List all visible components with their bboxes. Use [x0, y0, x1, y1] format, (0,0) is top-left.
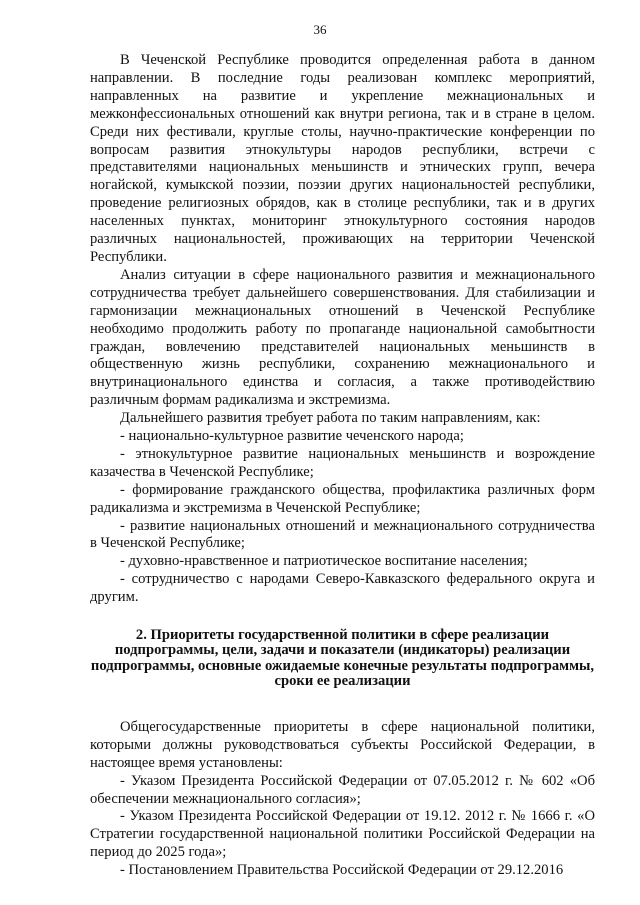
- list-item-decree-602: - Указом Президента Российской Федерации от 07.05.2012 г. № 602 «Об обеспечении межнационального согласия»;: [90, 772, 595, 807]
- list-item-direction-1: - национально-культурное развитие чеченского народа;: [120, 428, 464, 445]
- list-item-government-resolution: - Постановлением Правительства Российской Федерации от 29.12.2016: [120, 862, 564, 879]
- page-number: 36: [313, 22, 327, 37]
- section-heading: 2. Приоритеты государственной политики в сфере реализации подпрограммы, цели, задачи и показатели (индикаторы) реализации подпрограммы, основные ожидаемые конечные результаты подпрограммы, сроки ее реализации: [90, 627, 595, 689]
- paragraph-intro: В Чеченской Республике проводится определенная работа в данном направлении. В последние годы реализован комплекс мероприятий, направленных на развитие и укрепление межнациональных и межконфессиональных отношений как внутри региона, так и в стране в целом. Среди них фестивали, круглые столы, научно-практические конференции по вопросам развития этнокультуры народов республики, встречи с представителями национальных меньшинств и этнических групп, вечера ногайской, кумыкской поэзии, поэзии других национальностей республики, проведение религиозных обрядов, как в столице республики, так и в других населенных пунктах, мониторинг этнокультурного состояния народов различных национальностей, проживающих на территории Чеченской Республики.: [90, 52, 595, 265]
- list-item-direction-4: - развитие национальных отношений и межнационального сотрудничества в Чеченской Республике;: [90, 517, 595, 552]
- page-body: [90, 52, 595, 880]
- list-item-direction-2: - этнокультурное развитие национальных меньшинств и возрождение казачества в Чеченской Республике;: [90, 445, 595, 480]
- list-item-direction-6: - сотрудничество с народами Северо-Кавказского федерального округа и другим.: [90, 571, 595, 606]
- paragraph-priorities-lead: Общегосударственные приоритеты в сфере национальной политики, которыми должны руководствоваться субъекты Российской Федерации, в настоящее время установлены:: [90, 718, 595, 771]
- list-item-direction-3: - формирование гражданского общества, профилактика различных форм радикализма и экстремизма в Чеченской Республике;: [90, 481, 595, 516]
- paragraph-analysis: Анализ ситуации в сфере национального развития и межнационального сотрудничества требует дальнейшего совершенствования. Для стабилизации и гармонизации межнациональных отношений в Чеченской Республике необходимо продолжить работу по пропаганде национальной самобытности граждан, вовлечению представителей национальных меньшинств в общественную жизнь республики, сохранению межнационального и внутринационального единства и согласия, а также противодействию различным формам радикализма и экстремизма.: [90, 266, 595, 409]
- paragraph-directions-lead: Дальнейшего развития требует работа по таким направлениям, как:: [120, 410, 541, 427]
- list-item-decree-1666: - Указом Президента Российской Федерации от 19.12. 2012 г. № 1666 г. «О Стратегии государственной национальной политики Российской Федерации на период до 2025 года»;: [90, 808, 595, 861]
- list-item-direction-5: - духовно-нравственное и патриотическое воспитание населения;: [120, 553, 528, 570]
